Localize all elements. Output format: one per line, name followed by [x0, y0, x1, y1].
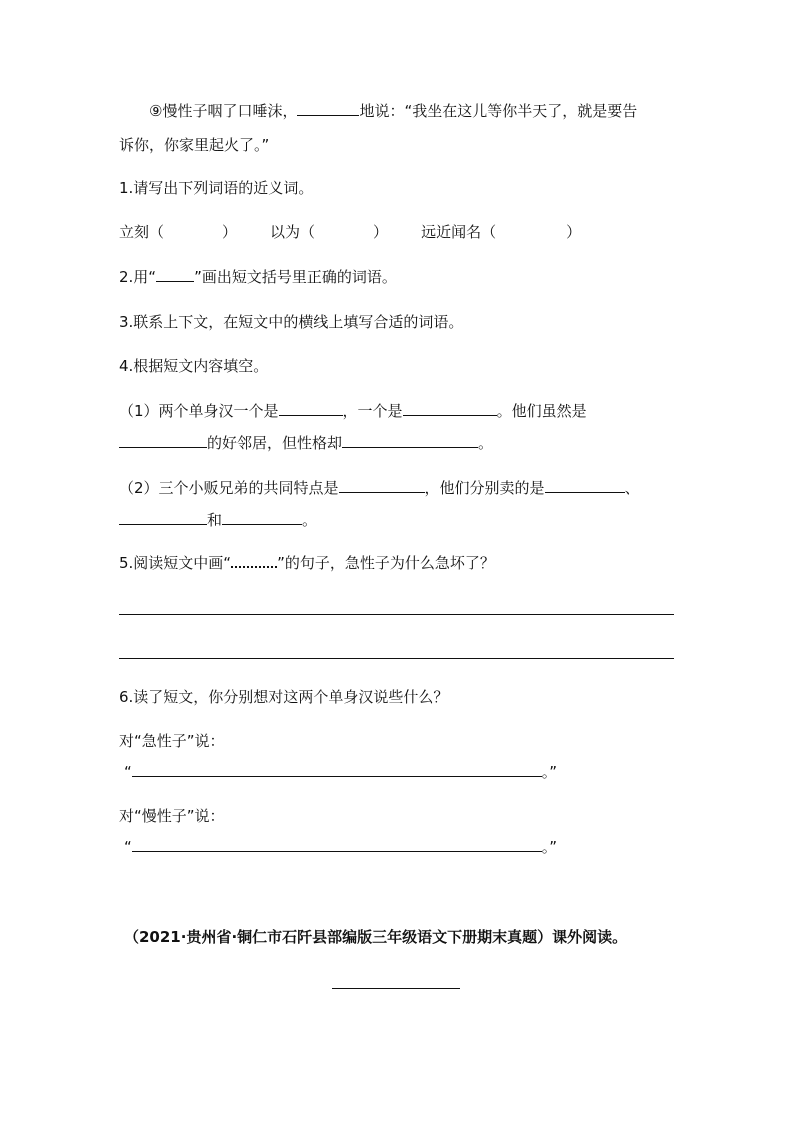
question-5: [119, 553, 495, 573]
passage-line-2: [119, 135, 269, 155]
question-1: [119, 178, 313, 198]
question-text: 4.根据短文内容填空。: [119, 357, 269, 375]
answer-blank[interactable]: [222, 510, 302, 525]
answer-blank[interactable]: [339, 478, 425, 493]
answer-line[interactable]: [119, 658, 674, 659]
synonym-row: [119, 222, 581, 242]
answer-blank[interactable]: [132, 762, 542, 777]
answer-blank[interactable]: [403, 401, 497, 416]
answer-blank[interactable]: [132, 837, 542, 852]
question-text: 5.阅读短文中画“: [119, 554, 232, 572]
wavy-underline-sample: [231, 554, 277, 568]
passage-text: 诉你，你家里起火了。”: [119, 136, 270, 154]
q4-sub2-line2: 和 。: [119, 510, 317, 530]
question-text: 6.读了短文，你分别想对这两个单身汉说些什么？: [119, 688, 449, 706]
title-blank[interactable]: [332, 988, 460, 989]
question-2: [119, 267, 397, 287]
passage-line-1: [149, 101, 637, 121]
q4-sub1-line1: （1）两个单身汉一个是 ，一个是 。他们虽然是: [119, 402, 587, 420]
to-slow-label: 对“慢性子”说：: [119, 807, 225, 825]
question-3: [119, 312, 463, 332]
passage-text: ⑨慢性子咽了口唾沫，: [149, 102, 298, 120]
passage-text: 地说：“我坐在这儿等你半天了，就是要告: [359, 102, 638, 120]
q4-sub2-line1: （2）三个小贩兄弟的共同特点是 ，他们分别卖的是 、: [119, 479, 640, 497]
question-4: [119, 356, 268, 376]
answer-blank[interactable]: [279, 401, 343, 416]
to-slow-answer: “ 。”: [124, 838, 558, 856]
question-6: [119, 687, 448, 707]
question-text: 2.用“: [119, 268, 157, 286]
to-fast-label: 对“急性子”说：: [119, 732, 225, 750]
underline-sample: [156, 269, 194, 282]
answer-blank[interactable]: [119, 433, 207, 448]
answer-blank[interactable]: [545, 478, 625, 493]
to-fast-answer: “ 。”: [124, 763, 558, 781]
answer-blank[interactable]: [297, 101, 359, 116]
q4-sub1-line2: 的好邻居，但性格却 。: [119, 433, 493, 453]
answer-blank[interactable]: [119, 510, 207, 525]
question-text: ”画出短文括号里正确的词语。: [194, 268, 397, 286]
synonym-item[interactable]: 立刻（ ）: [119, 223, 238, 241]
question-text: 3.联系上下文，在短文中的横线上填写合适的词语。: [119, 313, 464, 331]
synonym-item[interactable]: 远近闻名（ ）: [421, 223, 582, 241]
synonym-item[interactable]: 以为（ ）: [270, 223, 389, 241]
answer-line[interactable]: [119, 614, 674, 615]
source-heading: （2021·贵州省·铜仁市石阡县部编版三年级语文下册期末真题）课外阅读。: [124, 928, 628, 946]
question-text: 1.请写出下列词语的近义词。: [119, 179, 314, 197]
question-text: ”的句子，急性子为什么急坏了？: [277, 554, 495, 572]
answer-blank[interactable]: [342, 433, 478, 448]
